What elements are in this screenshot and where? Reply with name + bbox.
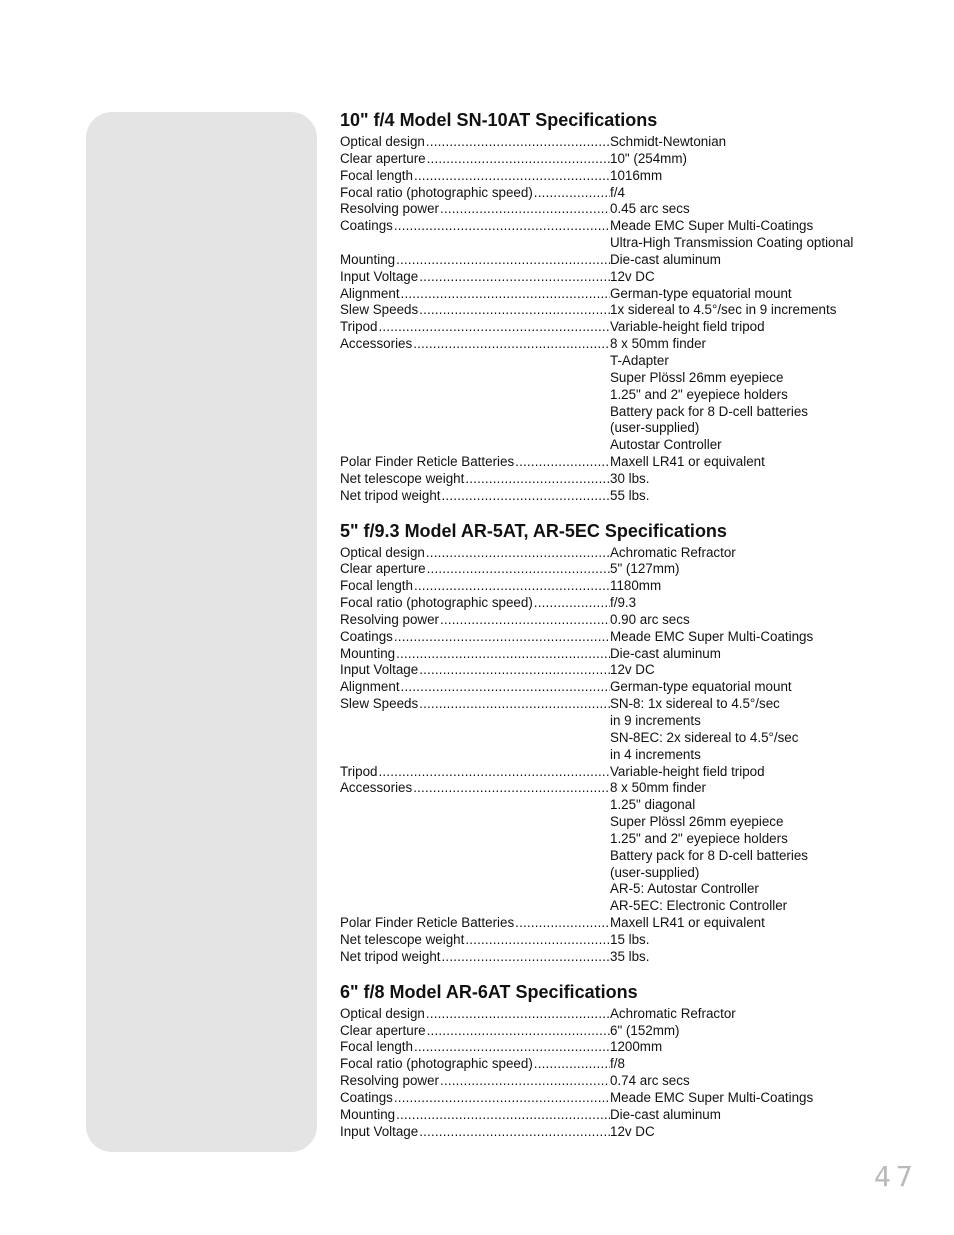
spec-row	[340, 286, 920, 303]
dot-leader	[414, 578, 610, 595]
spec-row	[340, 629, 920, 646]
spec-row	[340, 662, 920, 679]
dot-leader	[440, 612, 610, 629]
spec-row	[340, 134, 920, 151]
spec-label: Net tripod weight	[340, 487, 441, 503]
spec-value: 1180mm	[610, 578, 662, 594]
spec-value: Meade EMC Super Multi-Coatings	[610, 1089, 814, 1105]
spec-value: Variable-height field tripod	[610, 763, 765, 779]
spec-row	[340, 1073, 920, 1090]
spec-value: 12v DC	[610, 662, 655, 678]
spec-label-cell	[340, 932, 610, 949]
section-title: 5" f/9.3 Model AR-5AT, AR-5EC Specifications	[340, 520, 727, 541]
dot-leader	[534, 1056, 610, 1073]
spec-value: Meade EMC Super Multi-Coatings	[610, 218, 814, 234]
spec-row	[340, 269, 920, 286]
spec-row	[340, 764, 920, 781]
spec-label: Focal ratio (photographic speed)	[340, 595, 533, 611]
spec-label: Alignment	[340, 285, 400, 301]
spec-label: Slew Speeds	[340, 302, 419, 318]
section-title: 6" f/8 Model AR-6AT Specifications	[340, 981, 638, 1002]
dot-leader	[414, 168, 610, 185]
spec-label-cell	[340, 595, 610, 612]
spec-value: Autostar Controller	[610, 437, 722, 453]
spec-value: 55 lbs.	[610, 487, 650, 503]
spec-value: 8 x 50mm finder	[610, 780, 707, 796]
spec-values	[610, 679, 920, 696]
spec-row	[340, 696, 920, 763]
spec-value: Super Plössl 26mm eyepiece	[610, 369, 784, 385]
dot-leader	[426, 134, 610, 151]
spec-value: 1.25" and 2" eyepiece holders	[610, 830, 788, 846]
spec-value: in 9 increments	[610, 713, 701, 728]
spec-value: SN-8EC: 2x sidereal to 4.5°/sec	[610, 729, 799, 745]
spec-values	[610, 662, 920, 679]
spec-values	[610, 218, 920, 252]
spec-row	[340, 201, 920, 218]
dot-leader	[396, 252, 610, 269]
dot-leader	[515, 915, 610, 932]
spec-row	[340, 151, 920, 168]
spec-values	[610, 168, 920, 185]
spec-label-cell	[340, 488, 610, 505]
spec-label-cell	[340, 168, 610, 185]
dot-leader	[378, 764, 610, 781]
spec-row	[340, 1124, 920, 1141]
spec-values	[610, 1039, 920, 1056]
spec-label: Focal ratio (photographic speed)	[340, 184, 533, 200]
spec-values	[610, 185, 920, 202]
spec-label-cell	[340, 134, 610, 151]
spec-values	[610, 915, 920, 932]
spec-values	[610, 949, 920, 966]
spec-values	[610, 302, 920, 319]
spec-values	[610, 764, 920, 781]
spec-label-cell	[340, 780, 610, 915]
spec-label: Mounting	[340, 251, 396, 267]
spec-value: Ultra-High Transmission Coating optional	[610, 235, 854, 251]
spec-values	[610, 336, 920, 454]
spec-value: 10" (254mm)	[610, 150, 687, 166]
spec-label: Net telescope weight	[340, 470, 465, 486]
spec-values	[610, 269, 920, 286]
page-number: 47	[874, 1160, 918, 1193]
spec-value: AR-5: Autostar Controller	[610, 881, 759, 897]
spec-label: Net telescope weight	[340, 931, 465, 947]
spec-values	[610, 488, 920, 505]
spec-value: 1016mm	[610, 167, 663, 183]
spec-label-cell	[340, 545, 610, 562]
spec-label: Polar Finder Reticle Batteries	[340, 454, 515, 470]
spec-label-cell	[340, 218, 610, 252]
spec-label-cell	[340, 1023, 610, 1040]
dot-leader	[401, 286, 610, 303]
spec-label-cell	[340, 151, 610, 168]
spec-label-cell	[340, 561, 610, 578]
dot-leader	[394, 629, 610, 646]
spec-values	[610, 151, 920, 168]
spec-values	[610, 201, 920, 218]
spec-value: 1x sidereal to 4.5°/sec in 9 increments	[610, 302, 837, 318]
spec-section-ar5	[340, 520, 920, 966]
dot-leader	[396, 646, 610, 663]
spec-values	[610, 646, 920, 663]
dot-leader	[419, 1124, 610, 1141]
spec-values	[610, 454, 920, 471]
dot-leader	[414, 1039, 610, 1056]
spec-label-cell	[340, 252, 610, 269]
spec-rows	[340, 1006, 920, 1141]
spec-value: Maxell LR41 or equivalent	[610, 915, 765, 931]
spec-values	[610, 595, 920, 612]
spec-label-cell	[340, 302, 610, 319]
spec-label-cell	[340, 286, 610, 303]
spec-label: Mounting	[340, 1106, 396, 1122]
spec-label-cell	[340, 1090, 610, 1107]
spec-value: Battery pack for 8 D-cell batteries	[610, 403, 808, 419]
spec-value: German-type equatorial mount	[610, 679, 792, 695]
dot-leader	[394, 1090, 610, 1107]
spec-values	[610, 252, 920, 269]
spec-label-cell	[340, 201, 610, 218]
spec-label: Input Voltage	[340, 1123, 419, 1139]
spec-label: Resolving power	[340, 1073, 439, 1089]
spec-row	[340, 679, 920, 696]
spec-row	[340, 1006, 920, 1023]
spec-value: Achromatic Refractor	[610, 1005, 736, 1021]
spec-value: Super Plössl 26mm eyepiece	[610, 814, 784, 830]
spec-label: Optical design	[340, 1005, 425, 1021]
spec-label: Net tripod weight	[340, 948, 441, 964]
spec-label-cell	[340, 471, 610, 488]
spec-values	[610, 545, 920, 562]
dot-leader	[396, 1107, 610, 1124]
spec-row	[340, 595, 920, 612]
spec-value: 6" (152mm)	[610, 1022, 680, 1038]
spec-value: Die-cast aluminum	[610, 1106, 721, 1122]
spec-values	[610, 286, 920, 303]
spec-label: Tripod	[340, 763, 378, 779]
spec-row	[340, 932, 920, 949]
spec-label: Optical design	[340, 134, 425, 149]
spec-label: Clear aperture	[340, 1022, 426, 1038]
dot-leader	[427, 151, 610, 168]
spec-value: f/8	[610, 1056, 625, 1072]
spec-label: Slew Speeds	[340, 696, 419, 712]
spec-value: 8 x 50mm finder	[610, 336, 707, 352]
spec-values	[610, 932, 920, 949]
spec-label: Clear aperture	[340, 561, 426, 577]
spec-label: Coatings	[340, 1089, 393, 1105]
spec-value: 12v DC	[610, 1123, 655, 1139]
spec-row	[340, 612, 920, 629]
spec-label-cell	[340, 319, 610, 336]
spec-label-cell	[340, 764, 610, 781]
spec-value: Meade EMC Super Multi-Coatings	[610, 628, 814, 644]
dot-leader	[378, 319, 610, 336]
spec-value: in 4 increments	[610, 746, 701, 762]
spec-label: Polar Finder Reticle Batteries	[340, 915, 515, 931]
dot-leader	[427, 561, 610, 578]
spec-row	[340, 949, 920, 966]
spec-label: Focal length	[340, 1039, 413, 1055]
dot-leader	[534, 595, 610, 612]
spec-row	[340, 1056, 920, 1073]
spec-row	[340, 1107, 920, 1124]
spec-value: SN-8: 1x sidereal to 4.5°/sec	[610, 696, 780, 712]
dot-leader	[440, 1073, 610, 1090]
dot-leader	[426, 545, 610, 562]
spec-label: Mounting	[340, 645, 396, 661]
spec-value: 1.25" and 2" eyepiece holders	[610, 386, 788, 402]
spec-values	[610, 1107, 920, 1124]
spec-row	[340, 578, 920, 595]
spec-value: T-Adapter	[610, 352, 669, 368]
spec-value: 5" (127mm)	[610, 561, 680, 577]
sidebar-panel	[86, 112, 317, 1152]
spec-label-cell	[340, 949, 610, 966]
spec-values	[610, 612, 920, 629]
spec-row	[340, 780, 920, 915]
dot-leader	[427, 1023, 610, 1040]
dot-leader	[413, 780, 610, 915]
spec-label: Accessories	[340, 336, 413, 352]
spec-row	[340, 319, 920, 336]
spec-values	[610, 1023, 920, 1040]
spec-values	[610, 319, 920, 336]
spec-row	[340, 185, 920, 202]
spec-label-cell	[340, 1124, 610, 1141]
spec-label-cell	[340, 578, 610, 595]
spec-values	[610, 629, 920, 646]
spec-values	[610, 696, 920, 763]
dot-leader	[419, 302, 610, 319]
spec-label-cell	[340, 1039, 610, 1056]
spec-label: Coatings	[340, 628, 393, 644]
spec-value: 30 lbs.	[610, 470, 650, 486]
spec-label-cell	[340, 269, 610, 286]
spec-value: (user-supplied)	[610, 420, 700, 436]
spec-label-cell	[340, 1006, 610, 1023]
spec-row	[340, 168, 920, 185]
spec-label: Alignment	[340, 679, 400, 695]
spec-label-cell	[340, 454, 610, 471]
spec-row	[340, 561, 920, 578]
spec-label: Coatings	[340, 218, 393, 234]
spec-row	[340, 336, 920, 454]
spec-label: Resolving power	[340, 201, 439, 217]
spec-label: Clear aperture	[340, 150, 426, 166]
spec-row	[340, 302, 920, 319]
spec-label-cell	[340, 336, 610, 454]
spec-row	[340, 1023, 920, 1040]
spec-label-cell	[340, 679, 610, 696]
spec-value: Die-cast aluminum	[610, 645, 721, 661]
spec-label-cell	[340, 1056, 610, 1073]
dot-leader	[401, 679, 610, 696]
spec-section-ar6at	[340, 981, 920, 1141]
spec-values	[610, 1124, 920, 1141]
spec-value: f/9.3	[610, 595, 637, 611]
spec-value: Battery pack for 8 D-cell batteries	[610, 847, 808, 863]
spec-row	[340, 1039, 920, 1056]
spec-label-cell	[340, 646, 610, 663]
dot-leader	[441, 949, 610, 966]
spec-label: Resolving power	[340, 611, 439, 627]
spec-label: Focal length	[340, 578, 413, 594]
spec-label: Tripod	[340, 319, 378, 335]
dot-leader	[465, 471, 610, 488]
spec-label-cell	[340, 696, 610, 763]
spec-row	[340, 488, 920, 505]
spec-values	[610, 134, 920, 151]
spec-row	[340, 545, 920, 562]
dot-leader	[440, 201, 610, 218]
spec-value: Variable-height field tripod	[610, 319, 765, 335]
spec-content	[340, 109, 920, 1155]
spec-value: German-type equatorial mount	[610, 285, 792, 301]
spec-row	[340, 915, 920, 932]
spec-value: Schmidt-Newtonian	[610, 134, 727, 149]
dot-leader	[394, 218, 610, 252]
spec-values	[610, 1006, 920, 1023]
spec-values	[610, 1073, 920, 1090]
spec-label-cell	[340, 612, 610, 629]
spec-values	[610, 1090, 920, 1107]
spec-row	[340, 252, 920, 269]
spec-value: 0.90 arc secs	[610, 611, 690, 627]
spec-value: (user-supplied)	[610, 864, 700, 880]
spec-values	[610, 471, 920, 488]
spec-value: Maxell LR41 or equivalent	[610, 454, 765, 470]
spec-label-cell	[340, 662, 610, 679]
spec-row	[340, 454, 920, 471]
spec-value: AR-5EC: Electronic Controller	[610, 898, 788, 914]
spec-value: Achromatic Refractor	[610, 544, 736, 560]
spec-value: 0.45 arc secs	[610, 201, 690, 217]
spec-rows	[340, 545, 920, 966]
dot-leader	[515, 454, 610, 471]
dot-leader	[419, 269, 610, 286]
spec-values	[610, 1056, 920, 1073]
spec-section-sn10at	[340, 109, 920, 505]
spec-label-cell	[340, 185, 610, 202]
dot-leader	[419, 696, 610, 763]
spec-label-cell	[340, 629, 610, 646]
spec-row	[340, 471, 920, 488]
dot-leader	[534, 185, 610, 202]
spec-label: Input Voltage	[340, 662, 419, 678]
spec-label-cell	[340, 1107, 610, 1124]
dot-leader	[419, 662, 610, 679]
spec-label: Focal ratio (photographic speed)	[340, 1056, 533, 1072]
spec-value: 35 lbs.	[610, 948, 650, 964]
spec-row	[340, 218, 920, 252]
spec-values	[610, 561, 920, 578]
spec-label: Accessories	[340, 780, 413, 796]
spec-value: f/4	[610, 184, 625, 200]
spec-value: Die-cast aluminum	[610, 251, 721, 267]
spec-value: 12v DC	[610, 268, 655, 284]
spec-row	[340, 1090, 920, 1107]
spec-value: 1200mm	[610, 1039, 663, 1055]
spec-row	[340, 646, 920, 663]
dot-leader	[465, 932, 610, 949]
spec-value: 0.74 arc secs	[610, 1073, 690, 1089]
spec-values	[610, 780, 920, 915]
dot-leader	[441, 488, 610, 505]
spec-label: Optical design	[340, 544, 425, 560]
spec-rows	[340, 134, 920, 505]
spec-label: Input Voltage	[340, 268, 419, 284]
spec-label-cell	[340, 915, 610, 932]
spec-value: 1.25" diagonal	[610, 797, 696, 813]
dot-leader	[413, 336, 610, 454]
spec-values	[610, 578, 920, 595]
spec-value: 15 lbs.	[610, 931, 650, 947]
spec-label: Focal length	[340, 167, 413, 183]
section-title: 10" f/4 Model SN-10AT Specifications	[340, 110, 658, 130]
dot-leader	[426, 1006, 610, 1023]
spec-label-cell	[340, 1073, 610, 1090]
